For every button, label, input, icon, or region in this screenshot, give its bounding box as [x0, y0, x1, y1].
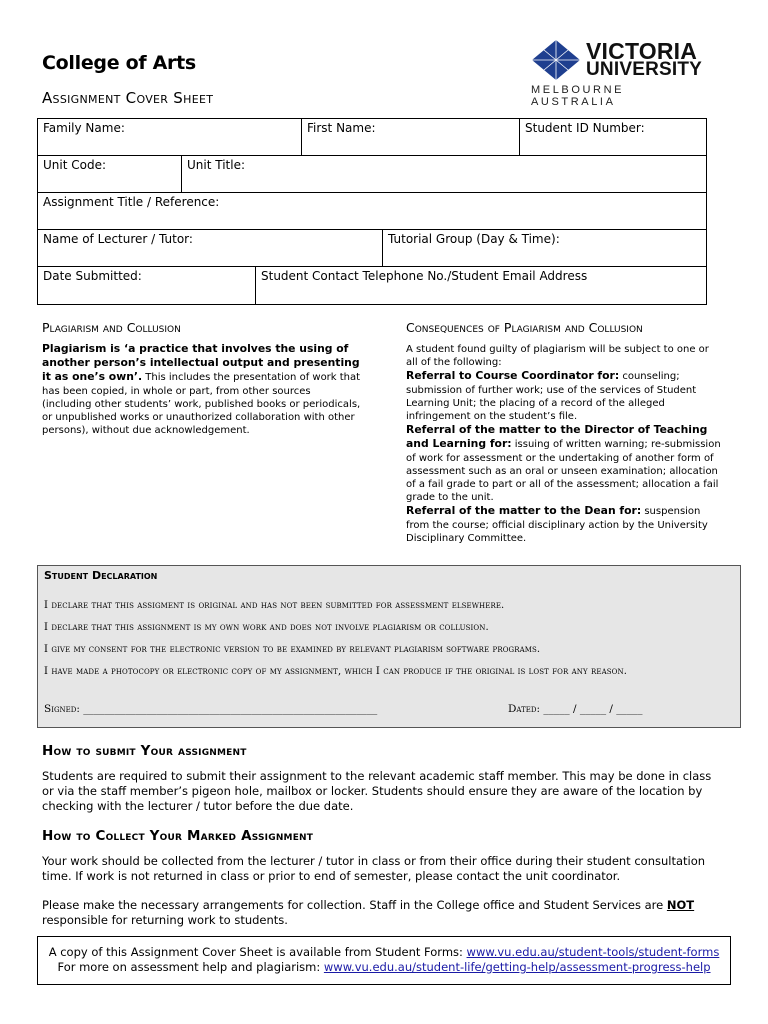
form-row-unit — [37, 155, 707, 193]
footer-line-2 — [38, 960, 730, 975]
student-declaration-box — [37, 565, 741, 728]
date-submitted-field[interactable] — [38, 267, 256, 304]
consequences-text — [406, 343, 722, 545]
logo-text-victoria: VICTORIA — [586, 38, 698, 64]
unit-code-label: Unit Code: — [43, 158, 107, 172]
form-row-date — [37, 266, 707, 305]
logo-text-university: UNIVERSITY — [586, 59, 703, 80]
collect-text-2a: Please make the necessary arrangements for collection. Staff in the College office and Student Services are — [42, 898, 667, 912]
consequence-2-text: issuing of written warning; re-submission of work for assessment or the undertaking of another form of assessment such as an oral or unseen examination; allocation of a fail grade to part or all of the assessment; allocation a fail grade to the unit. — [406, 439, 721, 504]
collect-text-2 — [42, 898, 722, 928]
college-title: College of Arts — [42, 52, 196, 74]
plagiarism-body: This includes the presentation of work that has been copied, in whole or part, from other sources (including other students’ work, published books or periodicals, or unpublished works or unauthorized collaboration with other persons), without due acknowledgement. — [42, 372, 361, 437]
unit-title-field[interactable] — [182, 156, 706, 192]
plagiarism-heading: Plagiarism and Collusion — [42, 320, 181, 335]
declaration-title: Student Declaration — [44, 569, 158, 582]
declaration-line-2: I declare that this assignment is my own work and does not involve plagiarism or collusion. — [44, 622, 489, 633]
consequence-3-title: Referral of the matter to the Dean for: — [406, 504, 642, 518]
tutorial-group-field[interactable] — [383, 230, 706, 266]
plagiarism-definition: Plagiarism is ‘a practice that involves the using of another person’s intellectual output and presenting it as one’s own’. — [42, 342, 360, 384]
diamond-logo-icon — [528, 38, 586, 82]
lecturer-field[interactable] — [38, 230, 383, 266]
assignment-title-field[interactable] — [38, 193, 706, 229]
form-row-names — [37, 118, 707, 156]
first-name-label: First Name: — [307, 121, 376, 135]
footer-line-1 — [38, 945, 730, 960]
assignment-title-label: Assignment Title / Reference: — [43, 195, 220, 209]
tutorial-group-label: Tutorial Group (Day & Time): — [388, 232, 560, 246]
plagiarism-text — [42, 342, 362, 437]
consequence-3-text: suspension from the course; official disciplinary action by the University Disciplinary Committee. — [406, 506, 708, 544]
student-id-label: Student ID Number: — [525, 121, 645, 135]
footer-line-2-text: For more on assessment help and plagiarism: — [57, 960, 324, 974]
family-name-field[interactable] — [38, 119, 302, 155]
submit-heading: How to submit Your assignment — [42, 743, 247, 759]
sheet-title: Assignment Cover Sheet — [42, 89, 214, 107]
consequence-1-title: Referral to Course Coordinator for: — [406, 369, 620, 383]
consequence-1-text: counseling; submission of further work; use of the services of Student Learning Unit; the placing of a record of the alleged infringement on the student’s file. — [406, 371, 697, 423]
form-row-lecturer — [37, 229, 707, 267]
lecturer-label: Name of Lecturer / Tutor: — [43, 232, 193, 246]
form-row-assignment — [37, 192, 707, 230]
consequences-intro: A student found guilty of plagiarism will be subject to one or all of the following: — [406, 344, 709, 369]
signature-line[interactable]: Signed: ________________________________________________________ — [44, 703, 378, 715]
date-submitted-label: Date Submitted: — [43, 269, 142, 283]
consequences-heading: Consequences of Plagiarism and Collusion — [406, 320, 643, 335]
collect-heading: How to Collect Your Marked Assignment — [42, 828, 314, 844]
student-forms-link[interactable]: www.vu.edu.au/student-tools/student-forms — [466, 945, 720, 959]
first-name-field[interactable] — [302, 119, 520, 155]
unit-title-label: Unit Title: — [187, 158, 246, 172]
contact-label: Student Contact Telephone No./Student Email Address — [261, 269, 588, 283]
unit-code-field[interactable] — [38, 156, 182, 192]
not-emphasis: NOT — [666, 898, 695, 912]
contact-field[interactable] — [256, 267, 706, 304]
submit-text: Students are required to submit their assignment to the relevant academic staff member. This may be done in class or via the staff member’s pigeon hole, mailbox or locker. Students should ensure they are aware of the location by checking with the lecturer / tutor before the due date. — [42, 769, 712, 813]
collect-text-2b: responsible for returning work to students. — [42, 913, 288, 927]
declaration-line-3: I give my consent for the electronic version to be examined by relevant plagiarism software programs. — [44, 644, 541, 655]
logo-text-location: MELBOURNE AUSTRALIA — [531, 84, 625, 108]
assessment-help-link[interactable]: www.vu.edu.au/student-life/getting-help/assessment-progress-help — [323, 960, 711, 974]
declaration-line-4: I have made a photocopy or electronic copy of my assignment, which I can produce if the original is lost for any reason. — [44, 666, 627, 677]
consequence-2-title: Referral of the matter to the Director of Teaching and Learning for: — [406, 423, 708, 451]
university-logo — [528, 38, 712, 108]
footer-line-1-text: A copy of this Assignment Cover Sheet is available from Student Forms: — [48, 945, 467, 959]
student-id-field[interactable] — [520, 119, 706, 155]
dated-line[interactable]: Dated: _____ / _____ / _____ — [508, 703, 643, 715]
collect-text-1: Your work should be collected from the lecturer / tutor in class or from their office during their student consultation time. If work is not returned in class or prior to end of semester, please contact the unit coordinator. — [42, 854, 706, 883]
footer-box — [37, 936, 731, 985]
declaration-line-1: I declare that this assigment is original and has not been submitted for assessment elsewhere. — [44, 600, 505, 611]
family-name-label: Family Name: — [43, 121, 125, 135]
